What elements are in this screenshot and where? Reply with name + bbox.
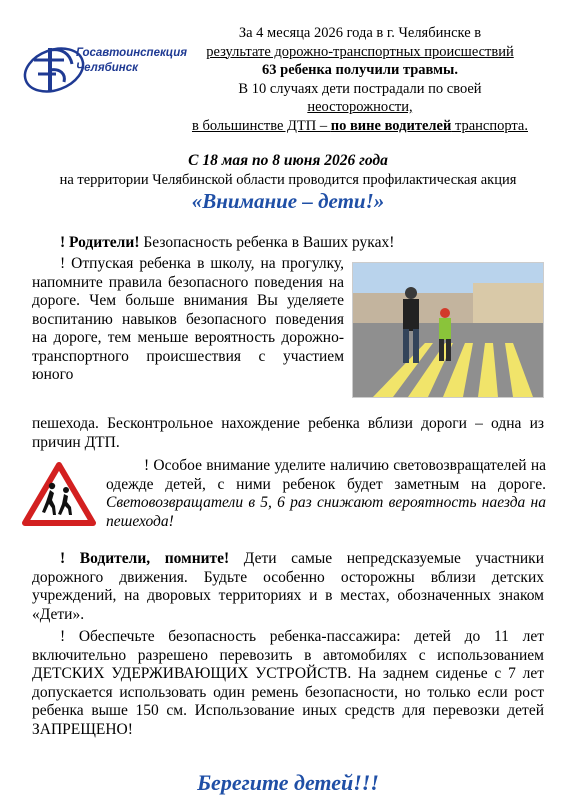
header-line-2: результате дорожно-транспортных происшествий <box>206 43 514 60</box>
header-line-1: За 4 месяца 2026 года в г. Челябинске в <box>238 25 482 41</box>
parents-paragraph-1-end: пешехода. Бесконтрольное нахождение ребенка вблизи дороги – одна из причин ДТП. <box>32 415 544 451</box>
children-warning-sign-icon <box>22 462 96 526</box>
drivers-heading-mark: ! Водители, помните! <box>60 550 230 567</box>
drivers-paragraph-1-text: Дети самые непредсказуемые участники дорожного движения. Будьте особенно осторожны вблизи детских учреждений, на дворовых территориях и в местах, обозначенных знаком «Дети». <box>32 550 544 623</box>
drivers-paragraph-1 <box>32 550 544 624</box>
parents-heading <box>60 234 540 253</box>
header-line-6-bold: по вине водителей <box>330 117 452 134</box>
drivers-paragraph-2: ! Обеспечьте безопасность ребенка-пассажира: детей до 11 лет включительно разрешено перевозить в автомобилях с использованием ДЕТСКИХ УДЕРЖИВАЮЩИХ УСТРОЙСТВ. На заднем сиденье с 7 лет допускается использовать один ремень безопасности, но только если рост ребенка выше 150 см. Использование иных средств для перевозки детей ЗАПРЕЩЕНО! <box>32 628 544 738</box>
header-line-5: неосторожности, <box>307 99 413 115</box>
slogan: Берегите детей!!! <box>197 770 379 795</box>
parents-heading-text: Безопасность ребенка в Ваших руках! <box>139 234 395 251</box>
header-line-4: В 10 случаях дети пострадали по своей <box>238 80 482 97</box>
action-dates: С 18 мая по 8 июня 2026 года <box>188 152 388 169</box>
reflectors-italic-text: Световозвращатели в 5, 6 раз снижают вероятность наезда на пешехода! <box>106 494 546 530</box>
logo-city: Челябинск <box>76 62 138 74</box>
header-stats <box>160 24 560 135</box>
reflectors-paragraph <box>106 457 546 531</box>
logo-title: Госавтоинспекция <box>76 47 188 59</box>
header-line-6-start: в большинстве ДТП – <box>191 117 331 134</box>
children-crossing-photo <box>352 262 544 398</box>
parents-heading-mark: ! Родители! <box>60 234 140 251</box>
reflectors-text: ! Особое внимание уделите наличию световозвращателей на одежде детей, с ними ребенок будет заметным на дороге. <box>106 457 546 493</box>
header-line-6 <box>160 117 560 136</box>
header-line-3: 63 ребенка получили травмы. <box>262 62 458 78</box>
parents-paragraph-1: ! Отпуская ребенка в школу, на прогулку, напомните правила безопасного поведения на дороге. Чем больше внимания Вы уделяете воспитанию навыков безопасного поведения на дороге, тем меньше вероятность дорожно-транспортного происшествия с участием юного <box>32 255 344 383</box>
action-description: на территории Челябинской области проводится профилактическая акция <box>59 172 517 188</box>
header-line-6-end: транспорта. <box>451 117 528 134</box>
action-name: «Внимание – дети!» <box>191 189 385 213</box>
